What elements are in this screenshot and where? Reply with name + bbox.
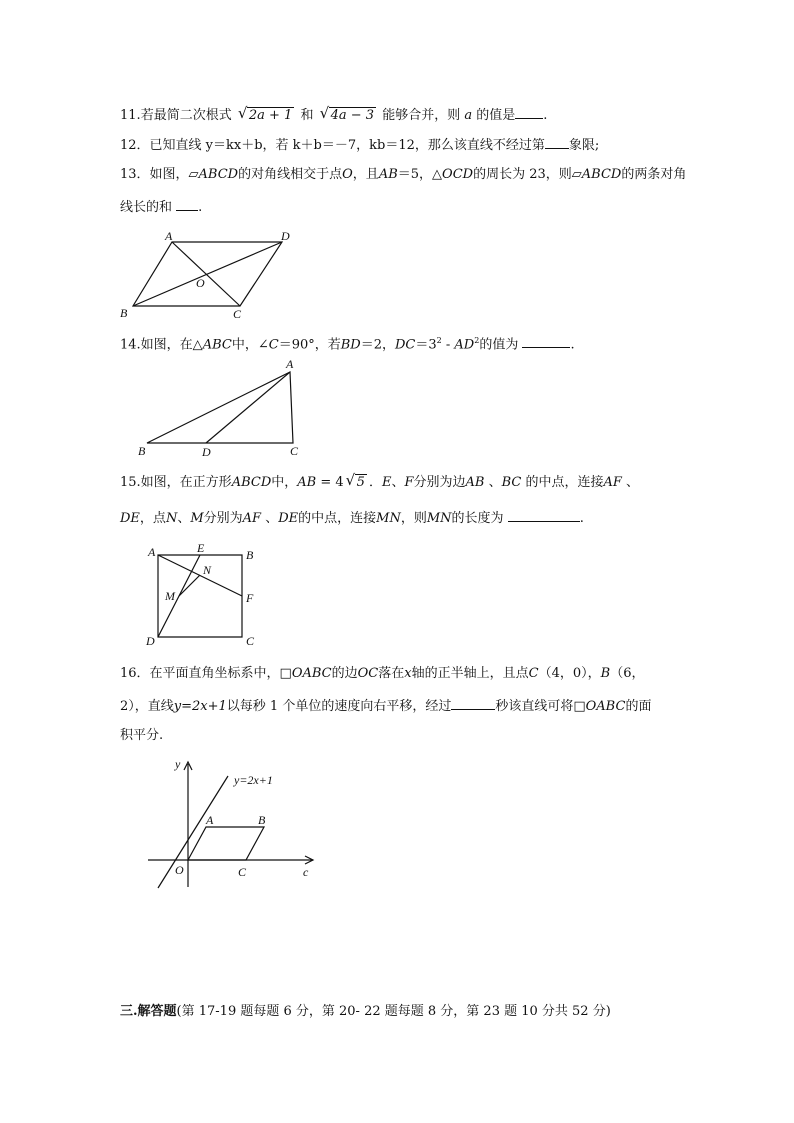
radical-5: √ 5 [345, 471, 365, 490]
question-14: 14.如图，在△ABC中，∠C＝90°，若BD＝2，$DC=3^2 - AD^2$的值为 . [120, 331, 575, 355]
label-c: C [246, 634, 255, 648]
label-c: C [233, 307, 242, 321]
label-e: E [197, 541, 205, 555]
label-line-equation: y=2x+1 [234, 773, 273, 787]
question-13-line1: 13．如图，▱ABCD的对角线相交于点O，且AB＝5，△OCD的周长为 23，则▱ABCD的两条对角 [120, 167, 687, 182]
label-a: A [206, 813, 214, 827]
label-b: B [258, 813, 266, 827]
parallelogram-oabc [188, 827, 264, 860]
question-11: 11.若最简二次根式 √ 2a + 1 和 √ 4a − 3 能够合并，则 a 的值是 . [120, 104, 547, 126]
radical-2: √ 4a − 3 [319, 104, 375, 123]
question-13-line2: 线长的和 . [120, 196, 202, 218]
question-12: 12．已知直线 y＝kx＋b，若 k＋b＝－7，kb＝12，那么该直线不经过第 象限; [120, 134, 599, 156]
label-m: M [165, 589, 175, 603]
label-b: B [138, 444, 146, 458]
label-b: B [246, 548, 254, 562]
label-d: D [202, 445, 211, 459]
label-c: C [238, 865, 247, 879]
label-a: A [286, 357, 294, 371]
label-o: O [175, 863, 184, 877]
section-3-heading: 三.解答题(第 17-19 题每题 6 分，第 20- 22 题每题 8 分，第 23 题 10 分共 52 分) [120, 1004, 611, 1019]
line-y-2x-1 [158, 776, 228, 888]
question-16-line3: 积平分. [120, 728, 164, 743]
label-x-axis: c [303, 865, 309, 879]
radical-1: √ 2a + 1 [237, 104, 293, 123]
label-o: O [196, 276, 205, 290]
label-b: B [120, 306, 128, 320]
label-n: N [203, 563, 212, 577]
question-16-line1: 16．在平面直角坐标系中，□OABC的边OC落在x轴的正半轴上，且点C（4，0），B（6， [120, 666, 645, 681]
question-16-line2: 2），直线y=2x+1以每秒 1 个单位的速度向右平移，经过 秒该直线可将□OABC的面 [120, 695, 651, 717]
label-d: D [281, 229, 290, 243]
label-d: D [146, 634, 155, 648]
label-y: y [175, 757, 181, 771]
label-c: C [290, 444, 299, 458]
question-15-line2: DE，点N、M分别为AF 、DE的中点，连接MN，则MN的长度为 . [120, 507, 584, 529]
label-f: F [246, 591, 254, 605]
question-15-line1: 15.如图，在正方形ABCD中，AB = 4 √ 5 ．E、F分别为边AB 、BC 的中点，连接AF 、 [120, 473, 639, 493]
label-a: A [148, 545, 156, 559]
label-a: A [165, 229, 173, 243]
